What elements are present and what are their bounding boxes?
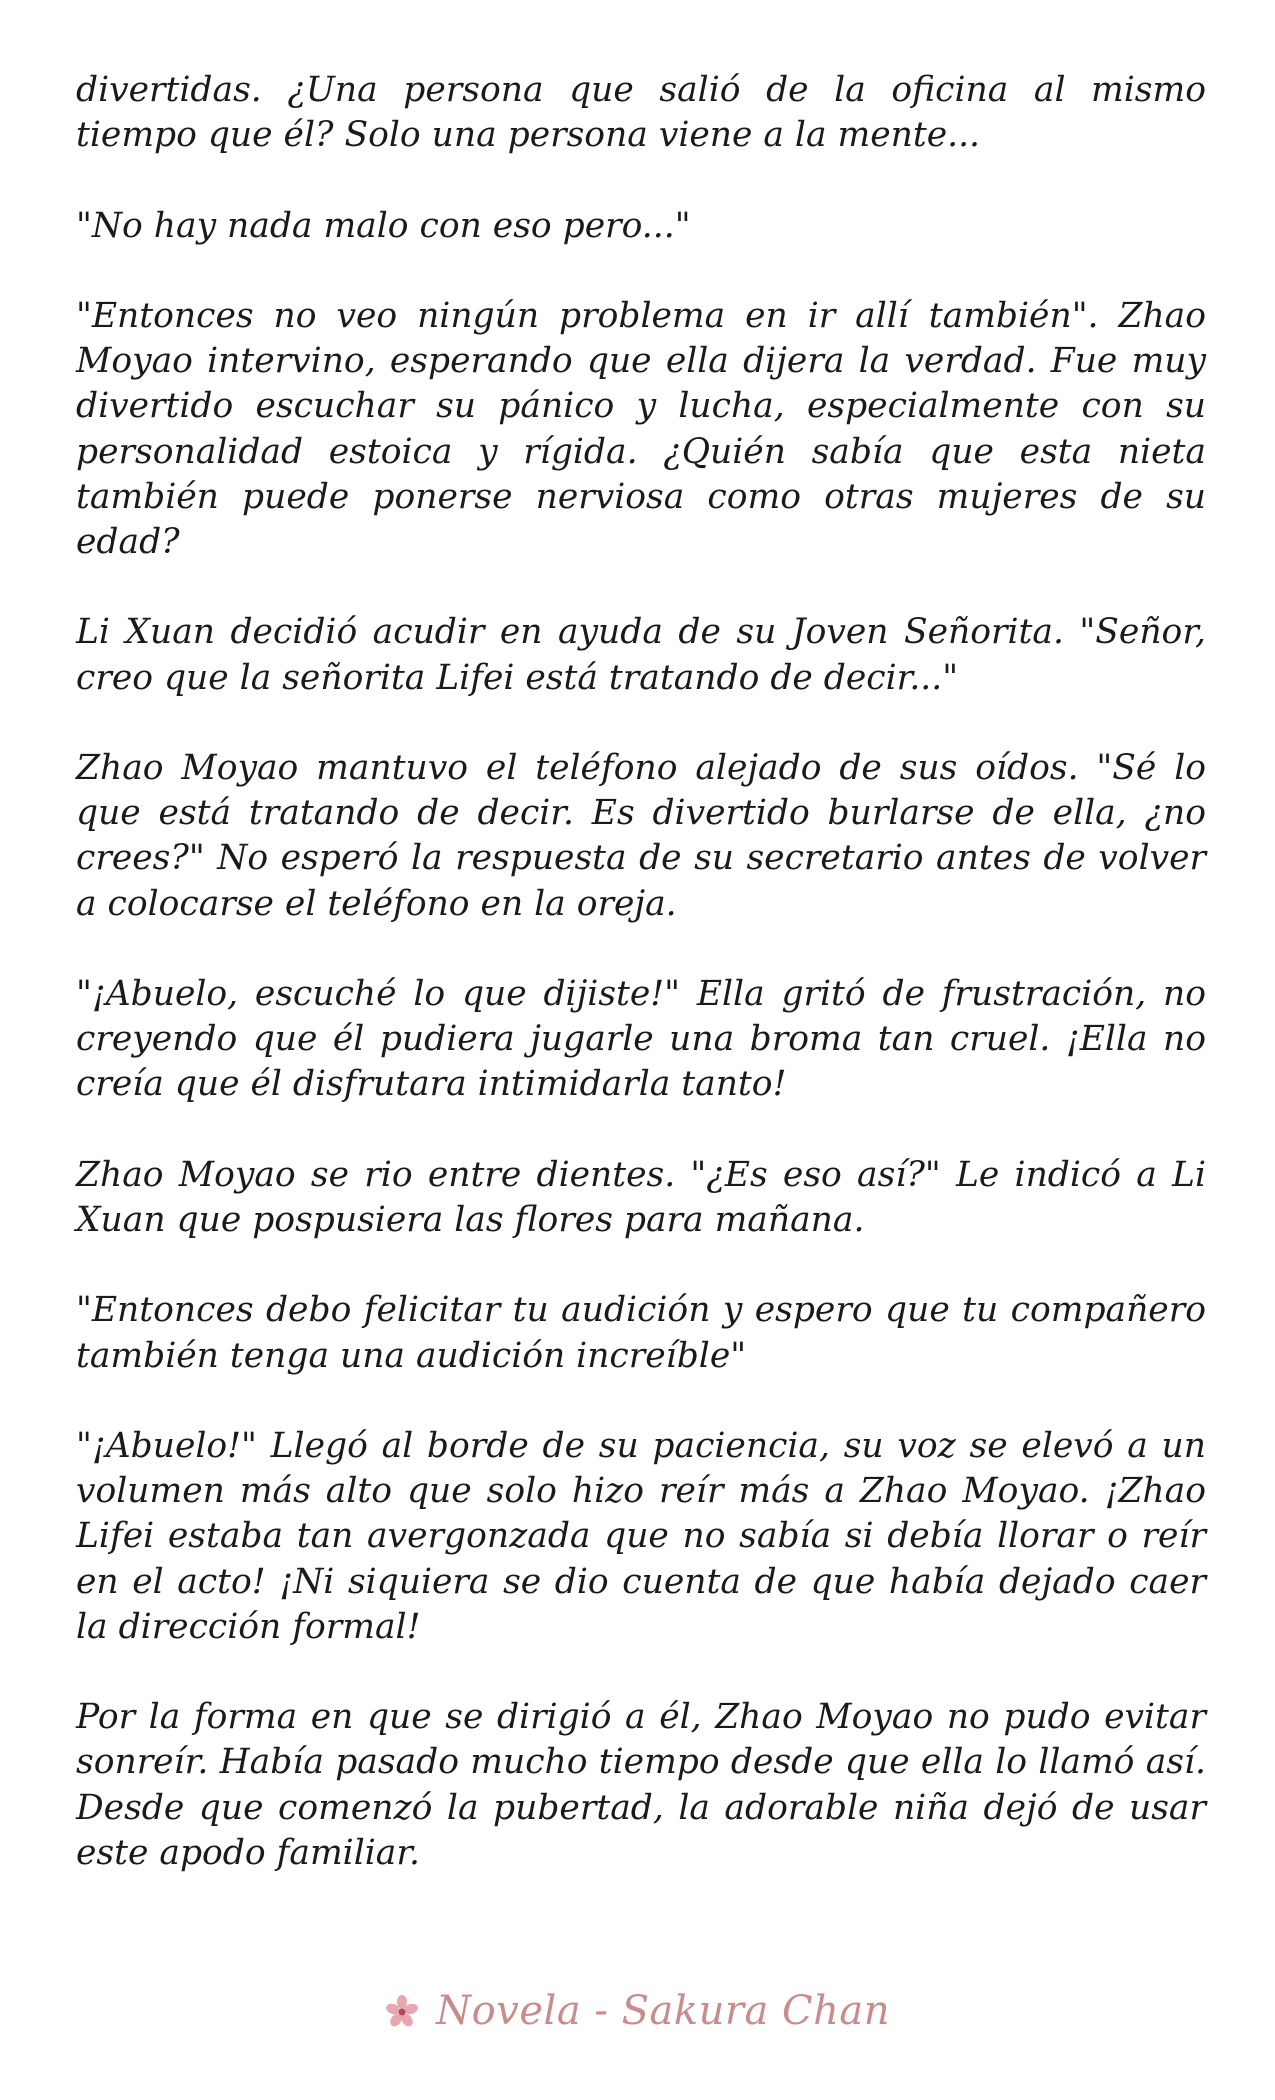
sakura-flower-icon bbox=[385, 1992, 419, 2026]
paragraph: "Entonces debo felicitar tu audición y espero que tu compañero también tenga una audición increíble" bbox=[76, 1290, 1206, 1376]
paragraph: "¡Abuelo!" Llegó al borde de su paciencia, su voz se elevó a un volumen más alto que solo hizo reír más a Zhao Moyao. ¡Zhao Lifei estaba tan avergonzada que no sabía si debía llorar o reír en el acto! ¡Ni siquiera se dio cuenta de que había dejado caer la dirección formal! bbox=[76, 1425, 1206, 1647]
paragraph: "¡Abuelo, escuché lo que dijiste!" Ella gritó de frustración, no creyendo que él pudiera jugarle una broma tan cruel. ¡Ella no creía que él disfrutara intimidarla tanto! bbox=[76, 973, 1206, 1105]
paragraph: Por la forma en que se dirigió a él, Zhao Moyao no pudo evitar sonreír. Había pasado mucho tiempo desde que ella lo llamó así. Desde que comenzó la pubertad, la adorable niña dejó de usar este apodo familiar. bbox=[76, 1697, 1206, 1873]
footer-watermark bbox=[0, 1988, 1275, 2034]
footer-text: Novela - Sakura Chan bbox=[436, 1988, 891, 2034]
paragraph: "Entonces no veo ningún problema en ir allí también". Zhao Moyao intervino, esperando que ella dijera la verdad. Fue muy divertido escuchar su pánico y lucha, especialmente con su personalidad estoica y rígida. ¿Quién sabía que esta nieta también puede ponerse nerviosa como otras mujeres de su edad? bbox=[76, 295, 1206, 562]
paragraph: "No hay nada malo con eso pero..." bbox=[76, 205, 691, 246]
paragraph: Zhao Moyao se rio entre dientes. "¿Es eso así?" Le indicó a Li Xuan que pospusiera las flores para mañana. bbox=[76, 1154, 1206, 1240]
document-body bbox=[76, 68, 1206, 1921]
paragraph: divertidas. ¿Una persona que salió de la oficina al mismo tiempo que él? Solo una persona viene a la mente... bbox=[76, 70, 1206, 156]
paragraph: Li Xuan decidió acudir en ayuda de su Joven Señorita. "Señor, creo que la señorita Lifei está tratando de decir..." bbox=[76, 612, 1206, 698]
paragraph: Zhao Moyao mantuvo el teléfono alejado de sus oídos. "Sé lo que está tratando de decir. Es divertido burlarse de ella, ¿no crees?" No esperó la respuesta de su secretario antes de volver a colocarse el teléfono en la oreja. bbox=[76, 747, 1206, 924]
